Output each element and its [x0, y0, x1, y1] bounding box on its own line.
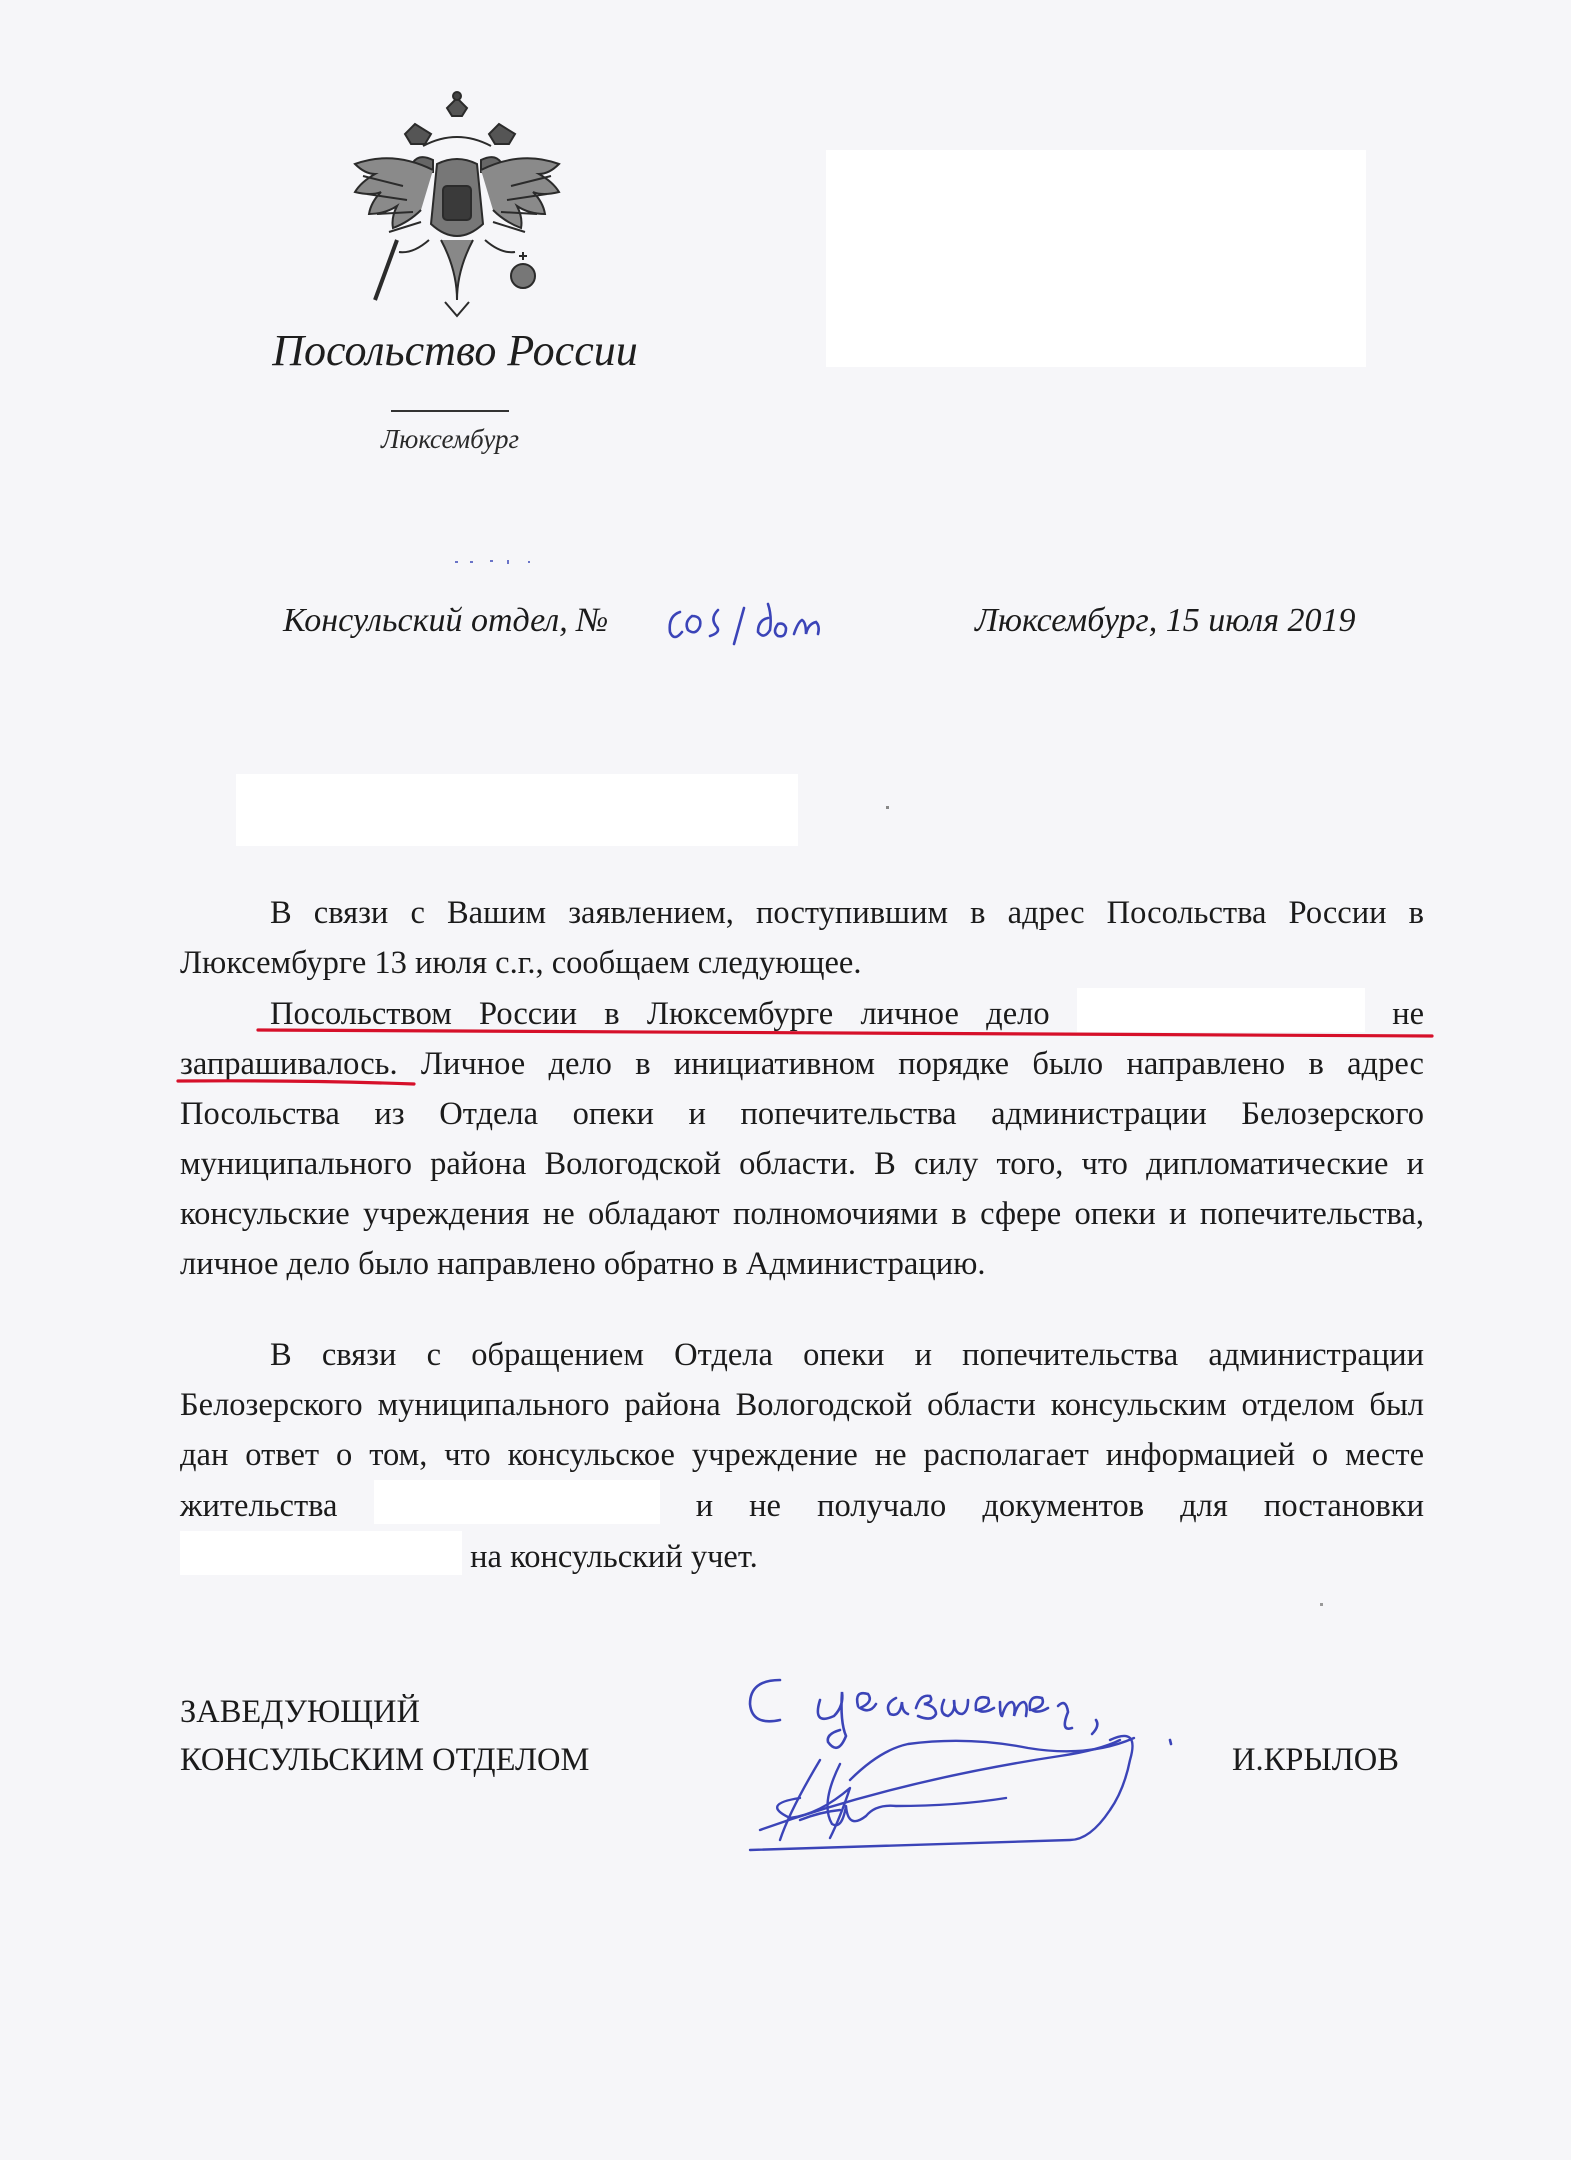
paragraph-personal-file-rest: . Личное дело в инициативном порядке было направлено в адрес Посольства из Отдела опеки и попечительства администрации Белозерского муниципального района Вологодской области. В силу того, что дипломатические и консульские учреждения не обладают полномочиями в сфере опеки и попечительства, личное дело было направлено обратно в Администрацию. [180, 1046, 1424, 1282]
paragraph-guardianship-part2: и не получало документов для постановки [695, 1488, 1425, 1524]
handwritten-signature [740, 1720, 1210, 1850]
signatory-title [180, 1688, 589, 1784]
embassy-city: Люксембург [381, 424, 519, 454]
paragraph-personal-file-ne: не [1392, 996, 1425, 1032]
paragraph-personal-file-start: Посольством России в Люксембурге личное дело [270, 996, 1050, 1032]
signatory-name: И.КРЫЛОВ [1232, 1742, 1399, 1778]
stray-dot [1320, 1603, 1323, 1606]
place-and-date: Люксембург, 15 июля 2019 [975, 602, 1356, 639]
paragraph-guardianship-part3: на консульский учет. [470, 1539, 758, 1575]
signatory-title-line2: КОНСУЛЬСКИМ ОТДЕЛОМ [180, 1742, 590, 1778]
underlined-word: запрашивалось [180, 1046, 390, 1082]
paragraph-intro: В связи с Вашим заявлением, поступившим в адрес Посольства России в Люксембурге 13 июля с.г., сообщаем следующее. [180, 895, 1424, 981]
signatory-title-line1: ЗАВЕДУЮЩИЙ [180, 1694, 420, 1730]
name-redaction-3 [180, 1531, 462, 1575]
name-redaction-2 [374, 1480, 660, 1524]
paragraph-guardianship-part1: В связи с обращением Отдела опеки и попечительства администрации Белозерского муниципального района Вологодской области консульским отделом был дан ответ о том, что консульское учреждение не располагает информацией о месте жительства [180, 1337, 1424, 1524]
embassy-name: Посольство России [272, 326, 638, 375]
paragraph-guardianship-response [180, 1330, 1424, 1582]
department-reference-label: Консульский отдел, № [283, 602, 609, 639]
